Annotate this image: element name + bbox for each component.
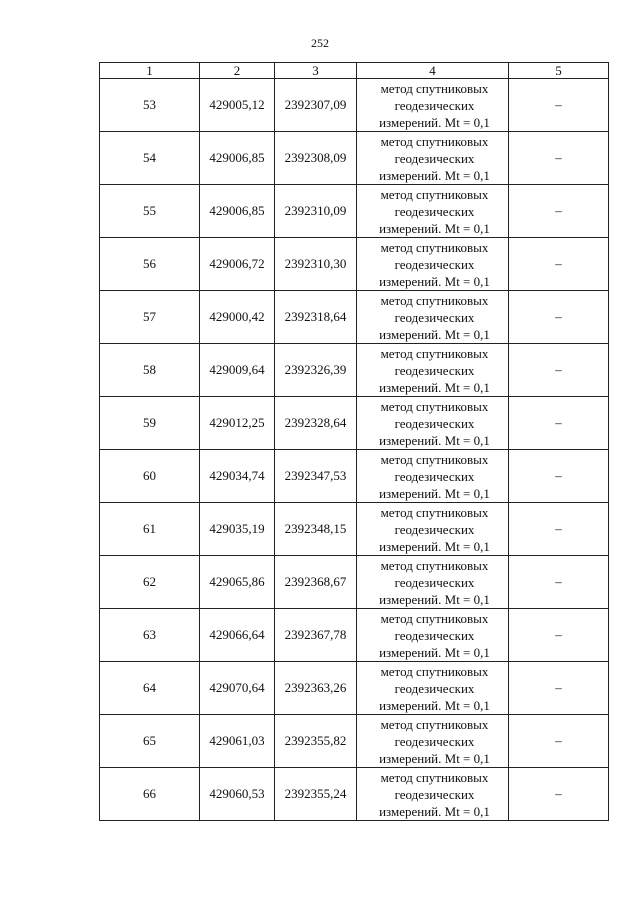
note-cell: – xyxy=(509,715,609,768)
column-header-2: 2 xyxy=(200,63,275,79)
x-coordinate-cell: 429009,64 xyxy=(200,344,275,397)
note-cell: – xyxy=(509,556,609,609)
table-row xyxy=(100,450,609,503)
column-header-5: 5 xyxy=(509,63,609,79)
method-line: метод спутниковых xyxy=(380,398,489,414)
note-cell: – xyxy=(509,79,609,132)
method-cell xyxy=(357,662,509,715)
method-cell xyxy=(357,132,509,185)
method-line: метод спутниковых xyxy=(380,769,489,785)
method-cell xyxy=(357,344,509,397)
y-coordinate-cell: 2392310,30 xyxy=(275,238,357,291)
x-coordinate-cell: 429005,12 xyxy=(200,79,275,132)
method-cell xyxy=(357,397,509,450)
point-number-cell: 56 xyxy=(100,238,200,291)
point-number-cell: 62 xyxy=(100,556,200,609)
table-row xyxy=(100,185,609,238)
method-line: измерений. Mt = 0,1 xyxy=(379,697,490,713)
method-line: геодезических xyxy=(394,97,475,113)
x-coordinate-cell: 429065,86 xyxy=(200,556,275,609)
point-number-cell: 53 xyxy=(100,79,200,132)
table-row xyxy=(100,132,609,185)
point-number-cell: 60 xyxy=(100,450,200,503)
method-line: метод спутниковых xyxy=(380,239,489,255)
note-cell: – xyxy=(509,132,609,185)
method-line: измерений. Mt = 0,1 xyxy=(379,220,490,236)
method-line: геодезических xyxy=(394,468,475,484)
header-row xyxy=(100,63,609,79)
method-line: измерений. Mt = 0,1 xyxy=(379,538,490,554)
y-coordinate-cell: 2392347,53 xyxy=(275,450,357,503)
table-row xyxy=(100,503,609,556)
method-cell xyxy=(357,79,509,132)
method-line: метод спутниковых xyxy=(380,663,489,679)
table-row xyxy=(100,662,609,715)
x-coordinate-cell: 429034,74 xyxy=(200,450,275,503)
method-cell xyxy=(357,715,509,768)
y-coordinate-cell: 2392328,64 xyxy=(275,397,357,450)
point-number-cell: 63 xyxy=(100,609,200,662)
method-line: измерений. Mt = 0,1 xyxy=(379,379,490,395)
method-line: метод спутниковых xyxy=(380,716,489,732)
table-row xyxy=(100,79,609,132)
x-coordinate-cell: 429006,72 xyxy=(200,238,275,291)
note-cell: – xyxy=(509,609,609,662)
method-line: геодезических xyxy=(394,203,475,219)
method-cell xyxy=(357,291,509,344)
method-line: геодезических xyxy=(394,627,475,643)
method-cell xyxy=(357,185,509,238)
x-coordinate-cell: 429035,19 xyxy=(200,503,275,556)
method-cell xyxy=(357,768,509,821)
point-number-cell: 59 xyxy=(100,397,200,450)
method-cell xyxy=(357,450,509,503)
method-line: измерений. Mt = 0,1 xyxy=(379,644,490,660)
method-line: метод спутниковых xyxy=(380,186,489,202)
x-coordinate-cell: 429012,25 xyxy=(200,397,275,450)
method-line: метод спутниковых xyxy=(380,451,489,467)
method-line: геодезических xyxy=(394,521,475,537)
table-row xyxy=(100,768,609,821)
y-coordinate-cell: 2392355,82 xyxy=(275,715,357,768)
note-cell: – xyxy=(509,450,609,503)
note-cell: – xyxy=(509,768,609,821)
method-cell xyxy=(357,503,509,556)
point-number-cell: 58 xyxy=(100,344,200,397)
x-coordinate-cell: 429006,85 xyxy=(200,185,275,238)
column-header-1: 1 xyxy=(100,63,200,79)
point-number-cell: 66 xyxy=(100,768,200,821)
method-line: геодезических xyxy=(394,150,475,166)
x-coordinate-cell: 429061,03 xyxy=(200,715,275,768)
method-line: метод спутниковых xyxy=(380,557,489,573)
note-cell: – xyxy=(509,185,609,238)
y-coordinate-cell: 2392310,09 xyxy=(275,185,357,238)
note-cell: – xyxy=(509,503,609,556)
method-line: геодезических xyxy=(394,680,475,696)
table-row xyxy=(100,609,609,662)
x-coordinate-cell: 429070,64 xyxy=(200,662,275,715)
method-line: метод спутниковых xyxy=(380,292,489,308)
table-row xyxy=(100,397,609,450)
method-line: метод спутниковых xyxy=(380,610,489,626)
point-number-cell: 61 xyxy=(100,503,200,556)
method-line: измерений. Mt = 0,1 xyxy=(379,432,490,448)
y-coordinate-cell: 2392308,09 xyxy=(275,132,357,185)
method-line: метод спутниковых xyxy=(380,345,489,361)
table-body xyxy=(100,79,609,821)
x-coordinate-cell: 429006,85 xyxy=(200,132,275,185)
x-coordinate-cell: 429000,42 xyxy=(200,291,275,344)
y-coordinate-cell: 2392307,09 xyxy=(275,79,357,132)
method-line: метод спутниковых xyxy=(380,80,489,96)
note-cell: – xyxy=(509,344,609,397)
x-coordinate-cell: 429060,53 xyxy=(200,768,275,821)
column-header-3: 3 xyxy=(275,63,357,79)
method-line: измерений. Mt = 0,1 xyxy=(379,485,490,501)
column-header-4: 4 xyxy=(357,63,509,79)
note-cell: – xyxy=(509,397,609,450)
method-line: геодезических xyxy=(394,362,475,378)
method-line: измерений. Mt = 0,1 xyxy=(379,750,490,766)
method-line: измерений. Mt = 0,1 xyxy=(379,167,490,183)
coordinates-table xyxy=(99,62,609,821)
method-line: измерений. Mt = 0,1 xyxy=(379,326,490,342)
table-row xyxy=(100,556,609,609)
method-line: геодезических xyxy=(394,309,475,325)
table-row xyxy=(100,291,609,344)
method-line: измерений. Mt = 0,1 xyxy=(379,591,490,607)
y-coordinate-cell: 2392318,64 xyxy=(275,291,357,344)
point-number-cell: 54 xyxy=(100,132,200,185)
method-cell xyxy=(357,556,509,609)
table-row xyxy=(100,344,609,397)
y-coordinate-cell: 2392348,15 xyxy=(275,503,357,556)
method-line: геодезических xyxy=(394,415,475,431)
table-row xyxy=(100,238,609,291)
y-coordinate-cell: 2392326,39 xyxy=(275,344,357,397)
note-cell: – xyxy=(509,662,609,715)
method-line: метод спутниковых xyxy=(380,504,489,520)
method-line: измерений. Mt = 0,1 xyxy=(379,114,490,130)
y-coordinate-cell: 2392363,26 xyxy=(275,662,357,715)
method-line: геодезических xyxy=(394,733,475,749)
method-line: геодезических xyxy=(394,256,475,272)
point-number-cell: 64 xyxy=(100,662,200,715)
method-line: геодезических xyxy=(394,786,475,802)
y-coordinate-cell: 2392368,67 xyxy=(275,556,357,609)
method-cell xyxy=(357,238,509,291)
y-coordinate-cell: 2392355,24 xyxy=(275,768,357,821)
x-coordinate-cell: 429066,64 xyxy=(200,609,275,662)
note-cell: – xyxy=(509,291,609,344)
method-line: измерений. Mt = 0,1 xyxy=(379,803,490,819)
method-line: измерений. Mt = 0,1 xyxy=(379,273,490,289)
y-coordinate-cell: 2392367,78 xyxy=(275,609,357,662)
page-number: 252 xyxy=(311,36,329,50)
method-line: геодезических xyxy=(394,574,475,590)
point-number-cell: 55 xyxy=(100,185,200,238)
method-cell xyxy=(357,609,509,662)
method-line: метод спутниковых xyxy=(380,133,489,149)
table-row xyxy=(100,715,609,768)
point-number-cell: 65 xyxy=(100,715,200,768)
point-number-cell: 57 xyxy=(100,291,200,344)
note-cell: – xyxy=(509,238,609,291)
